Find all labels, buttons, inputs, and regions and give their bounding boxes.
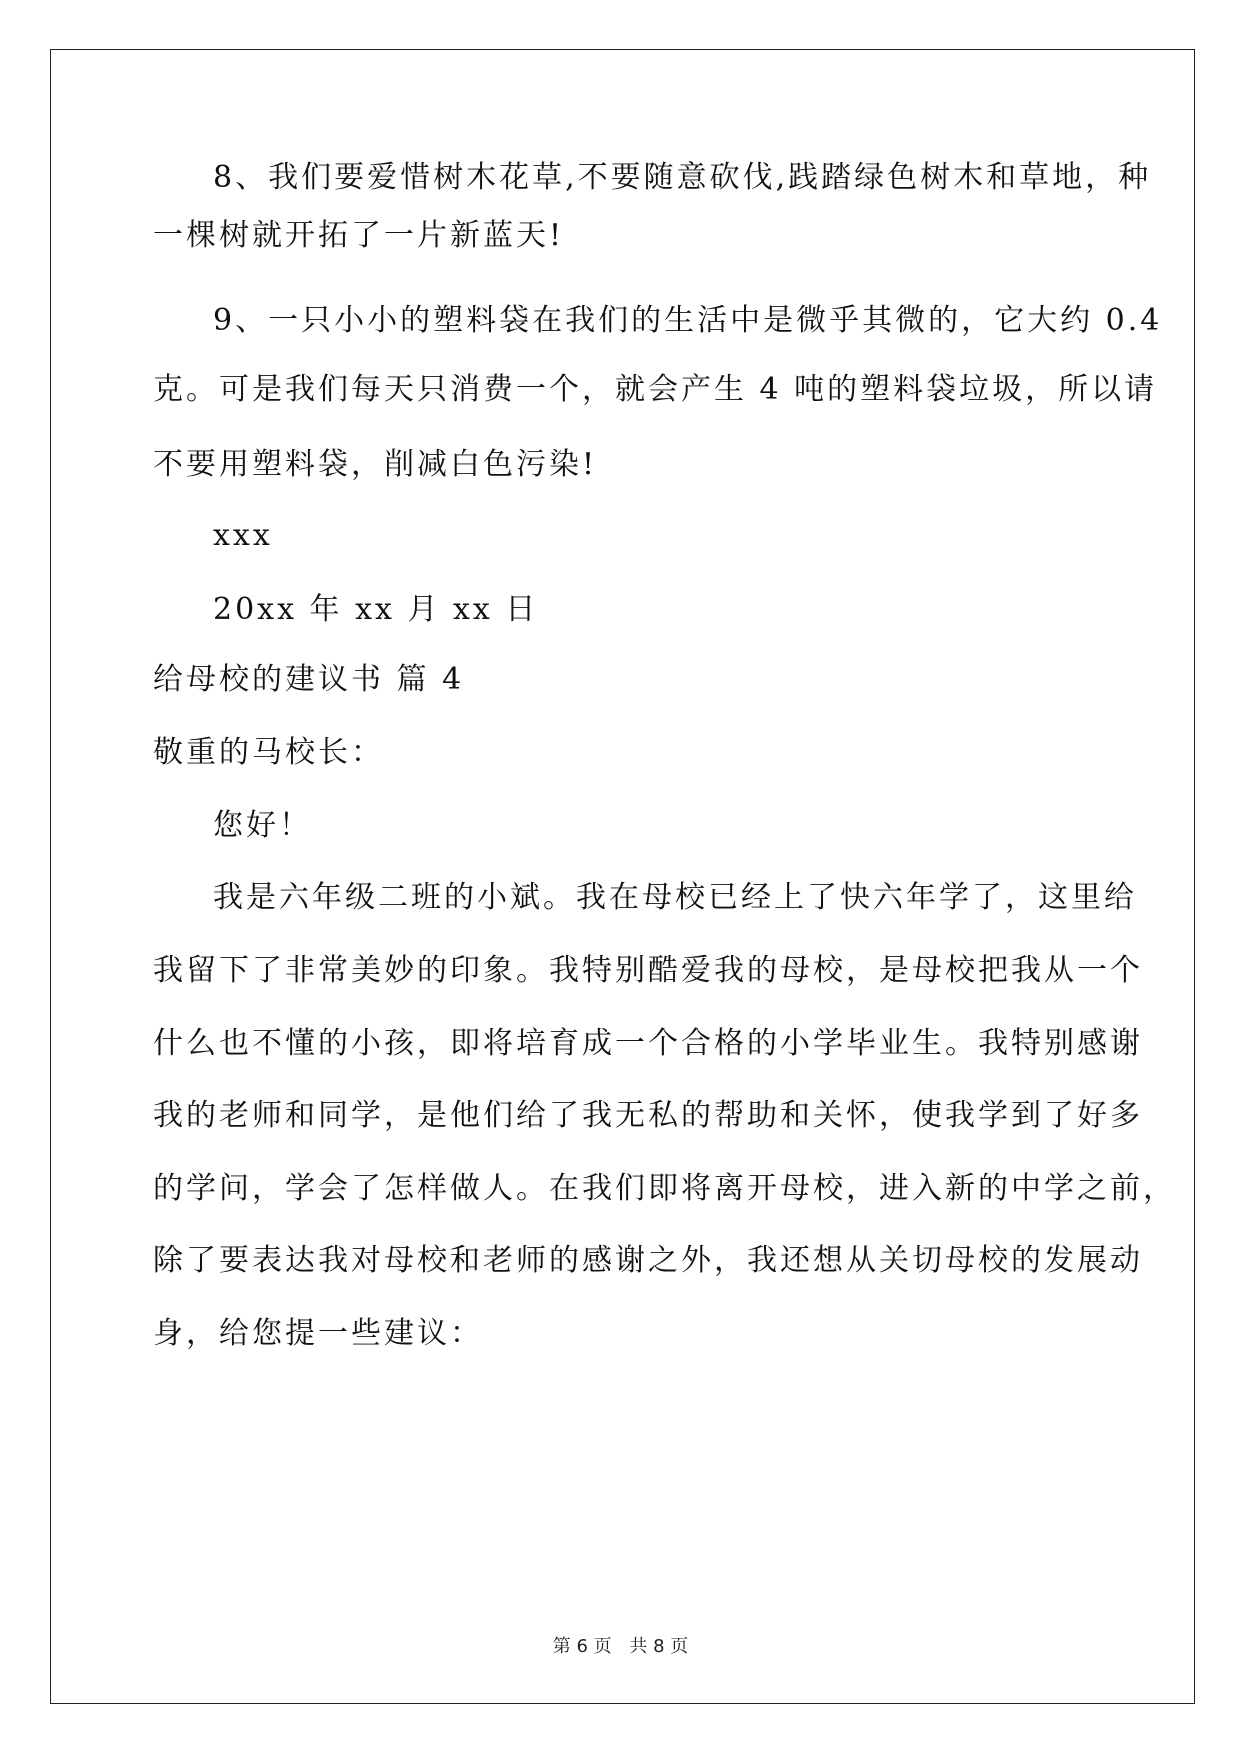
paragraph-line: 一棵树就开拓了一片新蓝天! — [153, 218, 565, 253]
page-border — [50, 49, 1195, 1704]
paragraph-line: 克。可是我们每天只消费一个，就会产生 4 吨的塑料袋垃圾，所以请 — [153, 372, 1158, 407]
paragraph-line: 9、一只小小的塑料袋在我们的生活中是微乎其微的，它大约 0.4 — [213, 303, 1163, 338]
paragraph-line: 我是六年级二班的小斌。我在母校已经上了快六年学了，这里给 — [213, 880, 1137, 915]
signature-name: xxx — [213, 518, 273, 553]
paragraph-line: 不要用塑料袋，削减白色污染! — [153, 447, 598, 482]
page-number-total: 共 8 页 — [629, 1636, 689, 1657]
signature-date: 20xx 年 xx 月 xx 日 — [213, 592, 539, 627]
greeting: 您好！ — [213, 808, 312, 843]
page-number-current: 第 6 页 — [552, 1636, 612, 1657]
page-footer — [0, 1632, 1241, 1658]
paragraph-line: 什么也不懂的小孩，即将培育成一个合格的小学毕业生。我特别感谢 — [153, 1026, 1143, 1061]
paragraph-line: 身，给您提一些建议： — [153, 1316, 483, 1351]
paragraph-line: 8、我们要爱惜树木花草,不要随意砍伐,践踏绿色树木和草地，种 — [213, 160, 1152, 195]
salutation: 敬重的马校长： — [153, 735, 384, 770]
paragraph-line: 我留下了非常美妙的印象。我特别酷爱我的母校，是母校把我从一个 — [153, 953, 1143, 988]
section-heading: 给母校的建议书 篇 4 — [153, 662, 465, 697]
paragraph-line: 除了要表达我对母校和老师的感谢之外，我还想从关切母校的发展动 — [153, 1243, 1143, 1278]
paragraph-line: 的学问，学会了怎样做人。在我们即将离开母校，进入新的中学之前， — [153, 1171, 1176, 1206]
paragraph-line: 我的老师和同学，是他们给了我无私的帮助和关怀，使我学到了好多 — [153, 1098, 1143, 1133]
